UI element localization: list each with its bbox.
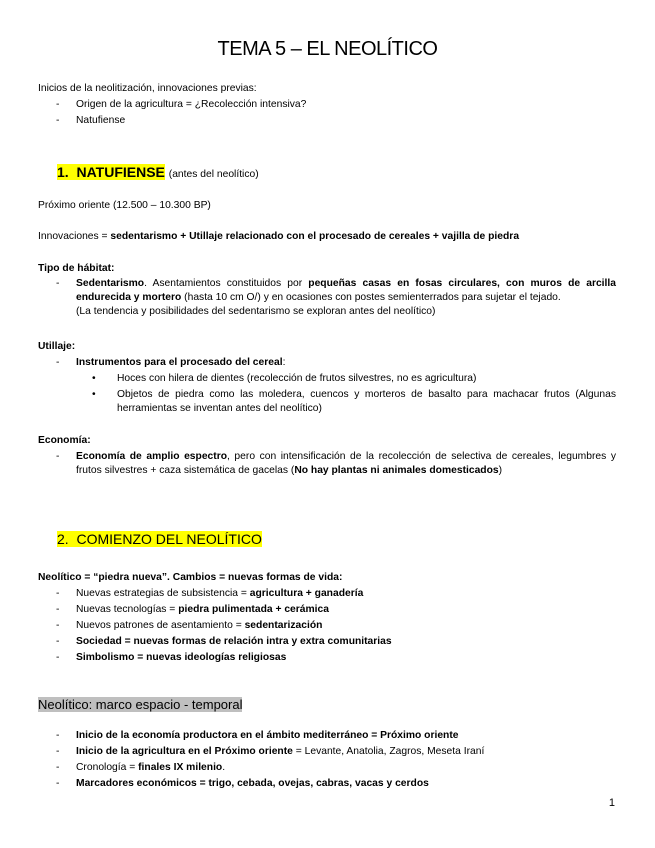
dash-bullet: - [56,620,60,631]
dash-bullet: - [56,746,60,757]
economia-heading-text: Economía: [38,435,91,446]
item-bold: piedra pulimentada + cerámica [178,604,329,615]
habitat-heading [38,262,114,276]
innov-prefix: Innovaciones = [38,231,111,242]
innov-bold: sedentarismo + Utillaje relacionado con el procesado de cereales + vajilla de piedra [110,231,520,242]
s1-innovaciones [38,230,519,244]
s1-proximo: Próximo oriente (12.500 – 10.300 BP) [38,200,211,211]
section-3-heading [38,696,242,714]
dash-bullet: - [56,451,60,462]
section-2-title: COMIENZO DEL NEOLÍTICO [76,531,262,547]
habitat-bold-2: pequeñas casas en fosas circulares, con muros de arcilla endurecida y mortero [76,278,616,303]
dash-bullet: - [56,778,60,789]
dash-bullet: - [56,357,60,368]
neolitico-def-text: Neolítico = “piedra nueva”. Cambios = nuevas formas de vida: [38,572,343,583]
item-pre: Nuevas tecnologías = [76,604,179,615]
list-item-text [76,587,363,601]
list-item-text: Natufiense [76,115,126,126]
dash-bullet: - [56,278,60,289]
item-bold: agricultura + ganadería [249,588,364,599]
list-item-text [76,651,286,665]
item-bold: Sociedad = nuevas formas de relación intra y extra comunitarias [76,636,392,647]
dot-bullet: • [92,373,96,384]
economia-text-1: , pero con intensificación de la recolección de selectiva de cereales, legumbres y frutos silvestres + caza sistemática de gacelas ( [76,451,616,476]
section-2-number: 2. [57,531,69,547]
dash-bullet: - [56,588,60,599]
habitat-text-1: . Asentamientos constituidos por [144,278,309,289]
item-pre: Nuevas estrategias de subsistencia = [76,588,250,599]
habitat-text-2: (hasta 10 cm O/) y en ocasiones con postes semienterrados para sujetar el tejado. [181,292,561,303]
list-item [56,450,616,480]
item-bold: finales IX milenio [138,762,223,773]
utillaje-heading-text: Utillaje: [38,341,76,352]
habitat-bold-1: Sedentarismo [76,278,145,289]
section-1-title: NATUFIENSE [76,164,165,180]
list-item [56,277,616,321]
item-post: . [222,762,226,773]
item-bold: Marcadores económicos = trigo, cebada, ovejas, cabras, vacas y cerdos [76,778,429,789]
section-2-heading [57,530,262,548]
economia-bold-2: No hay plantas ni animales domesticados [294,465,499,476]
economia-text [76,450,616,478]
utillaje-heading [38,340,75,354]
habitat-heading-text: Tipo de hábitat: [38,263,115,274]
economia-bold-1: Economía de amplio espectro [76,451,228,462]
list-item [92,388,616,418]
section-1-subtitle: (antes del neolítico) [168,169,259,180]
section-1-number: 1. [57,164,69,180]
item-pre: Cronología = [76,762,139,773]
dash-bullet: - [56,604,60,615]
dash-bullet: - [56,730,60,741]
dash-bullet: - [56,115,60,126]
dash-bullet: - [56,652,60,663]
dash-bullet: - [56,99,60,110]
list-item-text [76,745,484,759]
item-bold: sedentarización [244,620,323,631]
page-number: 1 [608,797,615,809]
economia-text-2: ) [498,465,503,476]
utillaje-item [76,356,285,370]
habitat-text [76,277,616,319]
section-1-title-highlight [57,164,165,180]
list-item-text [76,619,322,633]
section-2-title-highlight [57,531,262,547]
economia-heading [38,434,91,448]
intro-heading: Inicios de la neolitización, innovaciones previas: [38,83,257,94]
item-bold: Inicio de la agricultura en el Próximo oriente [76,746,293,757]
item-bold: Inicio de la economía productora en el ámbito mediterráneo = Próximo oriente [76,730,459,741]
section-1-heading [57,163,259,184]
list-item-text: Origen de la agricultura = ¿Recolección intensiva? [76,99,307,110]
utillaje-colon: : [282,357,286,368]
section-3-title: Neolítico: marco espacio - temporal [38,697,243,712]
list-item-text [76,603,329,617]
item-pre: Nuevos patrones de asentamiento = [76,620,245,631]
utillaje-sub-2: Objetos de piedra como las moledera, cuencos y morteros de basalto para machacar frutos (Algunas herramientas se inventan antes del neolítico) [117,389,616,414]
habitat-note: (La tendencia y posibilidades del sedentarismo se exploran antes del neolítico) [76,306,436,317]
item-post: = Levante, Anatolia, Zagros, Meseta Iraní [292,746,485,757]
list-item-text [76,729,459,743]
dot-bullet: • [92,389,96,400]
dash-bullet: - [56,762,60,773]
page-title: TEMA 5 – EL NEOLÍTICO [217,38,438,60]
list-item-text [76,777,429,791]
item-bold: Simbolismo = nuevas ideologías religiosas [76,652,287,663]
list-item-text [76,635,392,649]
dash-bullet: - [56,636,60,647]
list-item-text [76,761,225,775]
utillaje-sub-1: Hoces con hilera de dientes (recolección de frutos silvestres, no es agricultura) [117,373,477,384]
utillaje-item-bold: Instrumentos para el procesado del cereal [76,357,283,368]
neolitico-definition [38,571,342,585]
